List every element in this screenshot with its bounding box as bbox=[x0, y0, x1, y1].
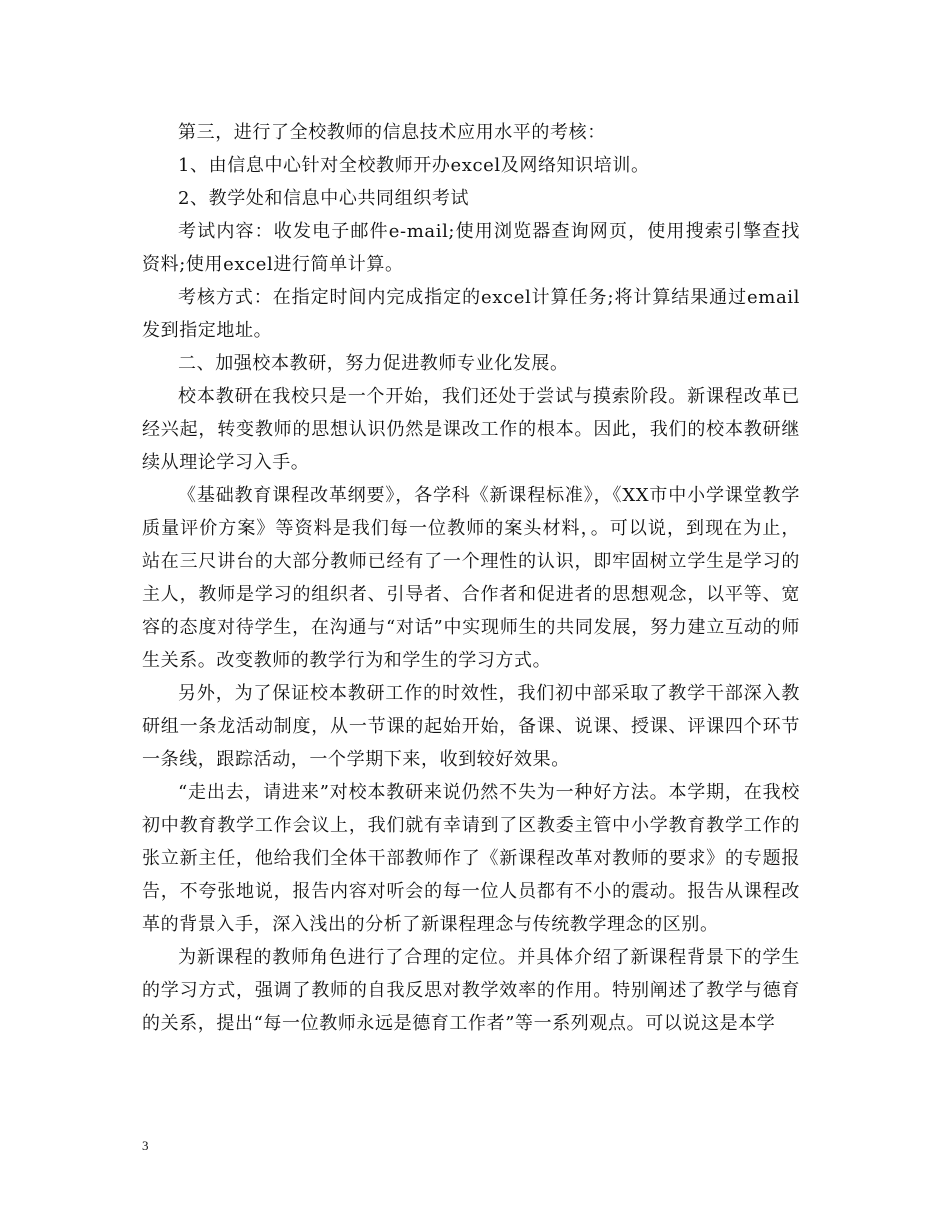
paragraph-assessment-intro: 第三，进行了全校教师的信息技术应用水平的考核： bbox=[178, 122, 606, 143]
paragraph-exam-item: 2、教学处和信息中心共同组织考试 bbox=[178, 188, 470, 209]
document-body bbox=[142, 116, 800, 1040]
page-number: 3 bbox=[142, 1138, 149, 1153]
paragraph-curriculum-materials: 《基础教育课程改革纲要》，各学科《新课程标准》，《XX市中小学课堂教学质量评价方案》等资料是我们每一位教师的案头材料，。可以说，到现在为止，站在三尺讲台的大部分教师已经有了一个理性的认识，即牢固树立学生是学习的主人，教师是学习的组织者、引导者、合作者和促进者的思想观念，以平等、宽容的态度对待学生，在沟通与“对话”中实现师生的共同发展，努力建立互动的师生关系。改变教师的教学行为和学生的学习方式。 bbox=[142, 485, 800, 671]
paragraph-go-out-invite-in: “走出去，请进来”对校本教研来说仍然不失为一种好方法。本学期，在我校初中教育教学工作会议上，我们就有幸请到了区教委主管中小学教育教学工作的张立新主任，他给我们全体干部教师作了《新课程改革对教师的要求》的专题报告，不夸张地说，报告内容对听会的每一位人员都有不小的震动。报告从课程改革的背景入手，深入浅出的分析了新课程理念与传统教学理念的区别。 bbox=[142, 782, 800, 935]
paragraph-assessment-method: 考核方式：在指定时间内完成指定的excel计算任务;将计算结果通过email发到指定地址。 bbox=[142, 287, 800, 341]
section-heading-school-research: 二、加强校本教研，努力促进教师专业化发展。 bbox=[178, 353, 569, 374]
paragraph-exam-content: 考试内容：收发电子邮件e-mail;使用浏览器查询网页，使用搜索引擎查找资料;使用excel进行简单计算。 bbox=[142, 221, 800, 275]
paragraph-training-item: 1、由信息中心针对全校教师开办excel及网络知识培训。 bbox=[178, 155, 650, 176]
paragraph-teacher-role: 为新课程的教师角色进行了合理的定位。并具体介绍了新课程背景下的学生的学习方式，强调了教师的自我反思对教学效率的作用。特别阐述了教学与德育的关系，提出“每一位教师永远是德育工作者”等一系列观点。可以说这是本学 bbox=[142, 947, 800, 1034]
paragraph-research-effectiveness: 另外，为了保证校本教研工作的时效性，我们初中部采取了教学干部深入教研组一条龙活动制度，从一节课的起始开始，备课、说课、授课、评课四个环节一条线，跟踪活动，一个学期下来，收到较好效果。 bbox=[142, 683, 800, 770]
paragraph-research-start: 校本教研在我校只是一个开始，我们还处于尝试与摸索阶段。新课程改革已经兴起，转变教师的思想认识仍然是课改工作的根本。因此，我们的校本教研继续从理论学习入手。 bbox=[142, 386, 800, 473]
